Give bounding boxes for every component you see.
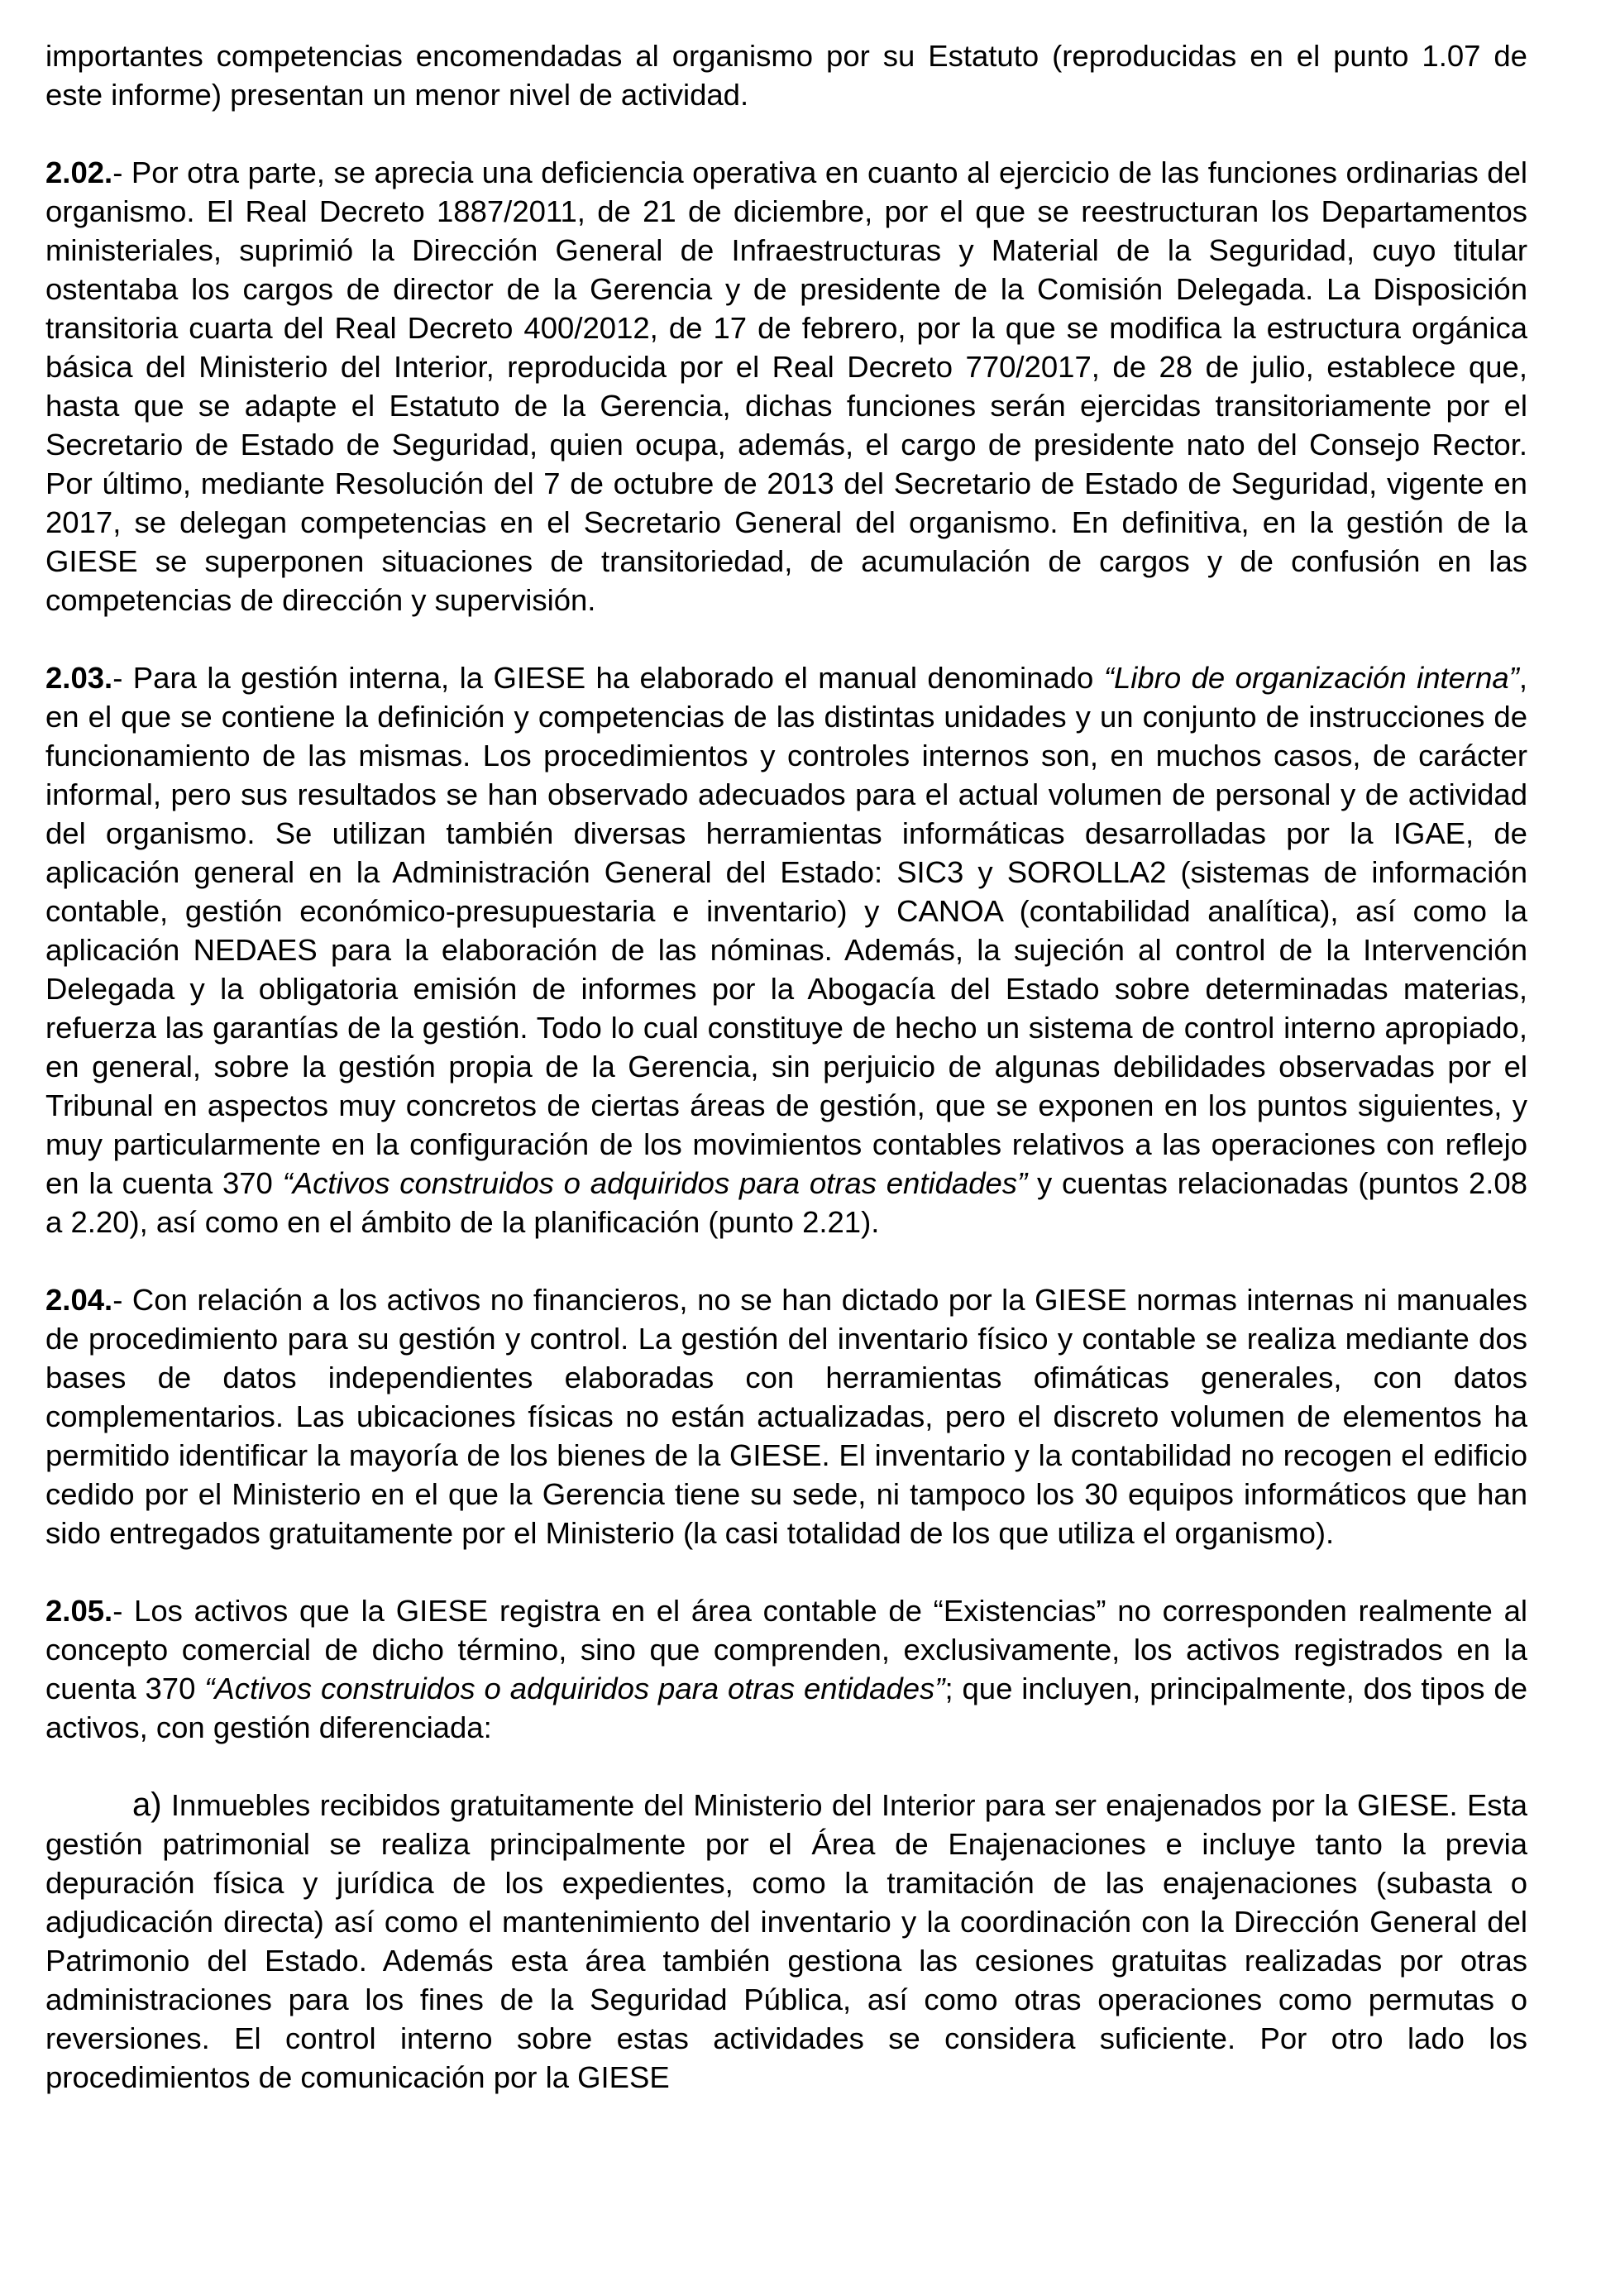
paragraph-number: 2.05.	[45, 1594, 113, 1628]
paragraph-2-05	[45, 1591, 1527, 1747]
list-marker: a)	[132, 1787, 162, 1823]
paragraph-2-03	[45, 658, 1527, 1241]
italic-quote: “Activos construidos o adquiridos para otras entidades”	[204, 1672, 945, 1705]
paragraph-text: - Por otra parte, se aprecia una deficiencia operativa en cuanto al ejercicio de las funciones ordinarias del organismo. El Real Decreto 1887/2011, de 21 de diciembre, por el que se reestructuran los Departamentos ministeriales, suprimió la Dirección General de Infraestructuras y Material de la Seguridad, cuyo titular ostentaba los cargos de director de la Gerencia y de presidente de la Comisión Delegada. La Disposición transitoria cuarta del Real Decreto 400/2012, de 17 de febrero, por la que se modifica la estructura orgánica básica del Ministerio del Interior, reproducida por el Real Decreto 770/2017, de 28 de julio, establece que, hasta que se adapte el Estatuto de la Gerencia, dichas funciones serán ejercidas transitoriamente por el Secretario de Estado de Seguridad, quien ocupa, además, el cargo de presidente nato del Consejo Rector. Por último, mediante Resolución del 7 de octubre de 2013 del Secretario de Estado de Seguridad, vigente en 2017, se delegan competencias en el Secretario General del organismo. En definitiva, en la gestión de la GIESE se superponen situaciones de transitoriedad, de acumulación de cargos y de confusión en las competencias de dirección y supervisión.	[45, 155, 1527, 617]
paragraph-text: , en el que se contiene la definición y competencias de las distintas unidades y un conjunto de instrucciones de funcionamiento de las mismas. Los procedimientos y controles internos son, en muchos casos, de carácter informal, pero sus resultados se han observado adecuados para el actual volumen de personal y de actividad del organismo. Se utilizan también diversas herramientas informáticas desarrolladas por la IGAE, de aplicación general en la Administración General del Estado: SIC3 y SOROLLA2 (sistemas de información contable, gestión económico-presupuestaria e inventario) y CANOA (contabilidad analítica), así como la aplicación NEDAES para la elaboración de las nóminas. Además, la sujeción al control de la Intervención Delegada y la obligatoria emisión de informes por la Abogacía del Estado sobre determinadas materias, refuerza las garantías de la gestión. Todo lo cual constituye de hecho un sistema de control interno apropiado, en general, sobre la gestión propia de la Gerencia, sin perjuicio de algunas debilidades observadas por el Tribunal en aspectos muy concretos de ciertas áreas de gestión, que se exponen en los puntos siguientes, y muy particularmente en la configuración de los movimientos contables relativos a las operaciones con reflejo en la cuenta 370	[45, 661, 1527, 1200]
paragraph-intro	[45, 36, 1527, 114]
paragraph-number: 2.03.	[45, 661, 113, 695]
list-item-text: Inmuebles recibidos gratuitamente del Ministerio del Interior para ser enajenados por la GIESE. Esta gestión patrimonial se realiza principalmente por el Área de Enajenaciones e incluye tanto la previa depuración física y jurídica de los expedientes, como la tramitación de las enajenaciones (subasta o adjudicación directa) así como el mantenimiento del inventario y la coordinación con la Dirección General del Patrimonio del Estado. Además esta área también gestiona las cesiones gratuitas realizadas por otras administraciones para los fines de la Seguridad Pública, así como otras operaciones como permutas o reversiones. El control interno sobre estas actividades se considera suficiente. Por otro lado los procedimientos de comunicación por la GIESE	[45, 1788, 1527, 2094]
paragraph-number: 2.02.	[45, 155, 113, 189]
paragraph-2-04	[45, 1280, 1527, 1552]
document-page	[45, 36, 1527, 2097]
paragraph-text: ; que incluyen, principalmente, dos tipos de activos, con gestión diferenciada:	[45, 1672, 1527, 1744]
paragraph-text: - Para la gestión interna, la GIESE ha elaborado el manual denominado	[112, 661, 1104, 695]
list-item-a	[45, 1786, 1527, 2097]
italic-quote: “Activos construidos o adquiridos para otras entidades”	[282, 1166, 1028, 1200]
italic-quote: “Libro de organización interna”	[1103, 661, 1519, 695]
paragraph-2-02	[45, 153, 1527, 619]
paragraph-number: 2.04.	[45, 1283, 113, 1317]
paragraph-text: - Con relación a los activos no financieros, no se han dictado por la GIESE normas internas ni manuales de procedimiento para su gestión y control. La gestión del inventario físico y contable se realiza mediante dos bases de datos independientes elaboradas con herramientas ofimáticas generales, con datos complementarios. Las ubicaciones físicas no están actualizadas, pero el discreto volumen de elementos ha permitido identificar la mayoría de los bienes de la GIESE. El inventario y la contabilidad no recogen el edificio cedido por el Ministerio en el que la Gerencia tiene su sede, ni tampoco los 30 equipos informáticos que han sido entregados gratuitamente por el Ministerio (la casi totalidad de los que utiliza el organismo).	[45, 1283, 1527, 1550]
paragraph-intro-text: importantes competencias encomendadas al organismo por su Estatuto (reproducidas en el punto 1.07 de este informe) presentan un menor nivel de actividad.	[45, 39, 1527, 112]
paragraph-text: y cuentas relacionadas (puntos 2.08 a 2.20), así como en el ámbito de la planificación (punto 2.21).	[45, 1166, 1528, 1239]
paragraph-text: - Los activos que la GIESE registra en el área contable de “Existencias” no corresponden realmente al concepto comercial de dicho término, sino que comprenden, exclusivamente, los activos registrados en la cuenta 370	[45, 1594, 1527, 1705]
